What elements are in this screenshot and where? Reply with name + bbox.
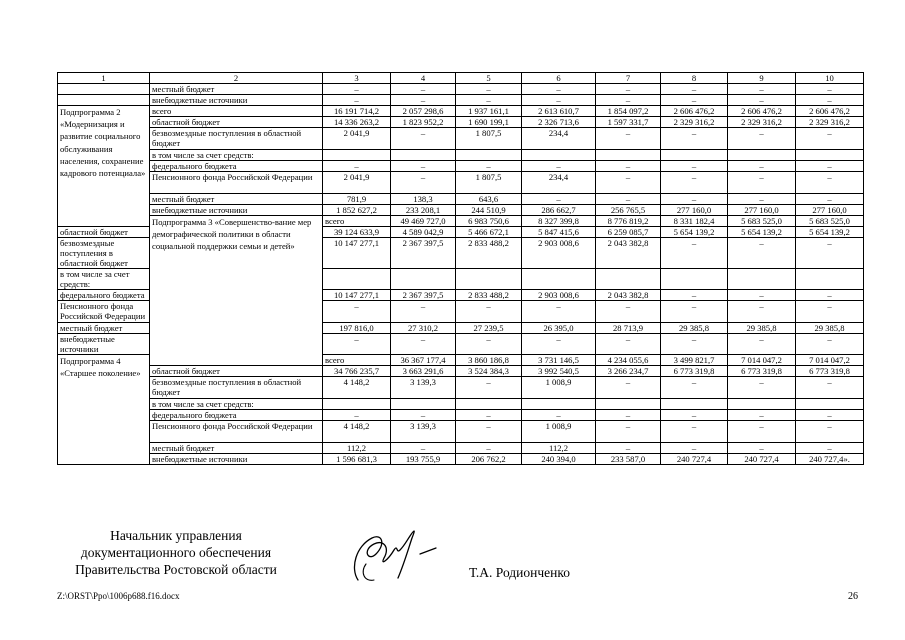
amount-cell: 29 385,8 [661, 323, 728, 334]
amount-cell: – [796, 194, 864, 205]
amount-cell: 3 524 384,3 [456, 366, 522, 377]
amount-cell [728, 269, 796, 290]
amount-cell: 193 755,9 [391, 454, 456, 465]
amount-cell: 277 160,0 [796, 205, 864, 216]
amount-cell: 233 208,1 [391, 205, 456, 216]
amount-cell: – [522, 84, 596, 95]
amount-cell: – [456, 421, 522, 443]
amount-cell: – [596, 172, 661, 194]
table-row [58, 150, 864, 161]
budget-table-container [57, 72, 863, 465]
amount-cell: 10 147 277,1 [323, 290, 391, 301]
amount-cell: 8 331 182,4 [661, 216, 728, 227]
funding-source: федерального бюджета [150, 410, 323, 421]
amount-cell: 6 259 085,7 [596, 227, 661, 238]
funding-source: внебюджетные источники [58, 334, 150, 355]
amount-cell [796, 269, 864, 290]
amount-cell: – [728, 377, 796, 399]
amount-cell: 2 833 488,2 [456, 290, 522, 301]
amount-cell: – [522, 161, 596, 172]
budget-table [57, 72, 864, 465]
amount-cell [391, 269, 456, 290]
column-number: 1 [58, 73, 150, 84]
funding-source: местный бюджет [150, 84, 323, 95]
table-row [58, 106, 864, 117]
amount-cell: – [796, 172, 864, 194]
funding-source: Пенсионного фонда Российской Федерации [58, 301, 150, 323]
column-number: 9 [728, 73, 796, 84]
table-body [58, 84, 864, 465]
amount-cell [391, 399, 456, 410]
table-row [58, 84, 864, 95]
funding-source: областной бюджет [150, 117, 323, 128]
amount-cell: 5 654 139,2 [728, 227, 796, 238]
amount-cell [661, 269, 728, 290]
amount-cell: 29 385,8 [728, 323, 796, 334]
amount-cell: – [391, 95, 456, 106]
amount-cell: 240 727,4 [661, 454, 728, 465]
amount-cell: 4 148,2 [323, 377, 391, 399]
amount-cell: 781,9 [323, 194, 391, 205]
amount-cell: – [323, 301, 391, 323]
amount-cell [728, 399, 796, 410]
table-row [58, 205, 864, 216]
amount-cell: 2 903 008,6 [522, 290, 596, 301]
amount-cell: 1 596 681,3 [323, 454, 391, 465]
amount-cell: – [728, 172, 796, 194]
amount-cell: – [323, 95, 391, 106]
amount-cell: – [456, 95, 522, 106]
amount-cell: 5 683 525,0 [796, 216, 864, 227]
amount-cell [596, 269, 661, 290]
funding-source: безвозмездные поступления в областной бюджет [150, 377, 323, 399]
amount-cell: – [391, 410, 456, 421]
amount-cell: 112,2 [323, 443, 391, 454]
amount-cell: – [456, 301, 522, 323]
position-line: Начальник управления [110, 528, 242, 543]
funding-source: областной бюджет [58, 227, 150, 238]
amount-cell: – [728, 301, 796, 323]
amount-cell: 28 713,9 [596, 323, 661, 334]
amount-cell: – [796, 84, 864, 95]
amount-cell: 3 731 146,5 [522, 355, 596, 366]
amount-cell: 29 385,8 [796, 323, 864, 334]
amount-cell: – [522, 334, 596, 355]
amount-cell: 206 762,2 [456, 454, 522, 465]
amount-cell: 36 367 177,4 [391, 355, 456, 366]
amount-cell: 27 310,2 [391, 323, 456, 334]
amount-cell: 26 395,0 [522, 323, 596, 334]
amount-cell: – [796, 443, 864, 454]
amount-cell [522, 399, 596, 410]
funding-source: всего [323, 355, 391, 366]
amount-cell: – [596, 84, 661, 95]
funding-source: всего [150, 106, 323, 117]
signer-name: Т.А. Родионченко [469, 565, 570, 580]
column-number: 3 [323, 73, 391, 84]
amount-cell: – [661, 161, 728, 172]
amount-cell: – [796, 95, 864, 106]
subprogram-name: Подпрограмма 4 «Старшее поколение» [58, 355, 150, 465]
amount-cell [456, 269, 522, 290]
amount-cell: – [661, 421, 728, 443]
signature-position [60, 527, 292, 578]
amount-cell: – [391, 161, 456, 172]
amount-cell [323, 150, 391, 161]
amount-cell: – [456, 161, 522, 172]
column-number: 6 [522, 73, 596, 84]
amount-cell: 240 727,4». [796, 454, 864, 465]
amount-cell: – [796, 410, 864, 421]
amount-cell: 1 807,5 [456, 172, 522, 194]
amount-cell: 2 329 316,2 [796, 117, 864, 128]
program-cell-empty [58, 95, 150, 106]
funding-source: в том числе за счет средств: [58, 269, 150, 290]
amount-cell: 3 266 234,7 [596, 366, 661, 377]
amount-cell: 3 860 186,8 [456, 355, 522, 366]
amount-cell: 7 014 047,2 [728, 355, 796, 366]
table-row [58, 161, 864, 172]
amount-cell: 2 043 382,8 [596, 290, 661, 301]
funding-source: внебюджетные источники [150, 95, 323, 106]
funding-source: в том числе за счет средств: [150, 150, 323, 161]
amount-cell: – [728, 238, 796, 269]
amount-cell: – [728, 194, 796, 205]
funding-source: безвозмездные поступления в областной бюджет [58, 238, 150, 269]
amount-cell: – [728, 421, 796, 443]
amount-cell: – [661, 377, 728, 399]
amount-cell: 240 394,0 [522, 454, 596, 465]
amount-cell: 7 014 047,2 [796, 355, 864, 366]
amount-cell: – [456, 84, 522, 95]
column-number: 5 [456, 73, 522, 84]
amount-cell: – [522, 194, 596, 205]
amount-cell: 27 239,5 [456, 323, 522, 334]
amount-cell: – [661, 334, 728, 355]
amount-cell: – [661, 238, 728, 269]
amount-cell: 3 139,3 [391, 421, 456, 443]
amount-cell: 2 326 713,6 [522, 117, 596, 128]
amount-cell: – [728, 84, 796, 95]
amount-cell: 3 992 540,5 [522, 366, 596, 377]
column-number: 10 [796, 73, 864, 84]
funding-source: безвозмездные поступления в областной бюджет [150, 128, 323, 150]
funding-source: в том числе за счет средств: [150, 399, 323, 410]
amount-cell [391, 150, 456, 161]
amount-cell: – [661, 128, 728, 150]
amount-cell: 2 367 397,5 [391, 290, 456, 301]
amount-cell: – [661, 290, 728, 301]
amount-cell: – [661, 301, 728, 323]
amount-cell [596, 399, 661, 410]
funding-source: местный бюджет [150, 194, 323, 205]
amount-cell: – [796, 421, 864, 443]
amount-cell: – [522, 95, 596, 106]
amount-cell [661, 399, 728, 410]
amount-cell: 1 937 161,1 [456, 106, 522, 117]
amount-cell: – [596, 194, 661, 205]
amount-cell: 5 683 525,0 [728, 216, 796, 227]
amount-cell: – [391, 334, 456, 355]
funding-source: местный бюджет [150, 443, 323, 454]
amount-cell: – [522, 410, 596, 421]
column-number: 8 [661, 73, 728, 84]
amount-cell: 6 773 319,8 [796, 366, 864, 377]
table-row [58, 172, 864, 194]
amount-cell: 3 139,3 [391, 377, 456, 399]
table-row [58, 194, 864, 205]
amount-cell: – [596, 421, 661, 443]
amount-cell: 1 823 952,2 [391, 117, 456, 128]
column-number: 4 [391, 73, 456, 84]
table-row [58, 95, 864, 106]
amount-cell: 6 983 750,6 [456, 216, 522, 227]
amount-cell: – [661, 194, 728, 205]
amount-cell: 2 613 610,7 [522, 106, 596, 117]
column-number-row [58, 73, 864, 84]
amount-cell [323, 399, 391, 410]
amount-cell: 1 597 331,7 [596, 117, 661, 128]
amount-cell: – [522, 301, 596, 323]
funding-source: Пенсионного фонда Российской Федерации [150, 421, 323, 443]
amount-cell: – [661, 84, 728, 95]
funding-source: областной бюджет [150, 366, 323, 377]
table-row [58, 377, 864, 399]
amount-cell: – [796, 377, 864, 399]
amount-cell: – [596, 301, 661, 323]
amount-cell: – [391, 172, 456, 194]
amount-cell: 49 469 727,0 [391, 216, 456, 227]
amount-cell: – [323, 84, 391, 95]
amount-cell [661, 150, 728, 161]
amount-cell: – [596, 334, 661, 355]
amount-cell: – [323, 410, 391, 421]
amount-cell: – [661, 172, 728, 194]
subprogram-name: Подпрограмма 3 «Совершенство-вание мер демографической политики в области социальной поддержки семьи и детей» [150, 216, 323, 366]
amount-cell: 4 148,2 [323, 421, 391, 443]
amount-cell: – [323, 334, 391, 355]
amount-cell [522, 150, 596, 161]
amount-cell [522, 269, 596, 290]
amount-cell: 277 160,0 [728, 205, 796, 216]
amount-cell: – [728, 443, 796, 454]
amount-cell: – [661, 95, 728, 106]
amount-cell: 233 587,0 [596, 454, 661, 465]
table-row [58, 410, 864, 421]
amount-cell: 2 833 488,2 [456, 238, 522, 269]
amount-cell: – [456, 377, 522, 399]
amount-cell: 1 008,9 [522, 421, 596, 443]
amount-cell: 1 690 199,1 [456, 117, 522, 128]
amount-cell: 8 327 399,8 [522, 216, 596, 227]
table-row [58, 216, 864, 227]
amount-cell: – [596, 443, 661, 454]
amount-cell: 2 043 382,8 [596, 238, 661, 269]
amount-cell: 14 336 263,2 [323, 117, 391, 128]
table-row [58, 366, 864, 377]
amount-cell: 1 852 627,2 [323, 205, 391, 216]
amount-cell [456, 399, 522, 410]
table-row [58, 421, 864, 443]
amount-cell: 2 041,9 [323, 172, 391, 194]
funding-source: местный бюджет [58, 323, 150, 334]
amount-cell: 16 191 714,2 [323, 106, 391, 117]
table-row [58, 443, 864, 454]
amount-cell: – [391, 301, 456, 323]
amount-cell: 2 041,9 [323, 128, 391, 150]
amount-cell: 2 329 316,2 [728, 117, 796, 128]
amount-cell: – [323, 161, 391, 172]
table-row [58, 117, 864, 128]
amount-cell: 2 606 476,2 [728, 106, 796, 117]
amount-cell: 1 008,9 [522, 377, 596, 399]
amount-cell: – [456, 443, 522, 454]
amount-cell: 5 654 139,2 [661, 227, 728, 238]
amount-cell: 244 510,9 [456, 205, 522, 216]
subprogram-name: Подпрограмма 2 «Модернизация и развитие социального обслуживания населения, сохранение кадрового потенциала» [58, 106, 150, 227]
amount-cell: – [796, 128, 864, 150]
amount-cell: – [391, 128, 456, 150]
amount-cell: – [596, 128, 661, 150]
amount-cell [456, 150, 522, 161]
amount-cell: 277 160,0 [661, 205, 728, 216]
amount-cell: 2 057 298,6 [391, 106, 456, 117]
amount-cell: 2 329 316,2 [661, 117, 728, 128]
amount-cell: 4 234 055,6 [596, 355, 661, 366]
amount-cell: 5 654 139,2 [796, 227, 864, 238]
amount-cell: – [596, 95, 661, 106]
amount-cell: 1 854 097,2 [596, 106, 661, 117]
funding-source: всего [323, 216, 391, 227]
amount-cell [796, 150, 864, 161]
funding-source: внебюджетные источники [150, 454, 323, 465]
position-line: Правительства Ростовской области [75, 562, 277, 577]
amount-cell: 3 663 291,6 [391, 366, 456, 377]
amount-cell: 240 727,4 [728, 454, 796, 465]
funding-source: внебюджетные источники [150, 205, 323, 216]
amount-cell: 34 766 235,7 [323, 366, 391, 377]
table-row [58, 128, 864, 150]
amount-cell: 5 466 672,1 [456, 227, 522, 238]
amount-cell: – [661, 443, 728, 454]
amount-cell: 112,2 [522, 443, 596, 454]
page-number: 26 [848, 591, 858, 602]
amount-cell: – [796, 301, 864, 323]
amount-cell: 6 773 319,8 [661, 366, 728, 377]
amount-cell: – [796, 290, 864, 301]
file-path: Z:\ORST\Ppo\1006p688.f16.docx [57, 591, 180, 601]
amount-cell: 10 147 277,1 [323, 238, 391, 269]
position-line: документационного обеспечения [80, 545, 272, 560]
table-row [58, 454, 864, 465]
amount-cell: – [728, 290, 796, 301]
amount-cell: – [728, 410, 796, 421]
amount-cell: 234,4 [522, 172, 596, 194]
funding-source: Пенсионного фонда Российской Федерации [150, 172, 323, 194]
amount-cell: 138,3 [391, 194, 456, 205]
amount-cell: – [456, 410, 522, 421]
amount-cell [796, 399, 864, 410]
amount-cell: – [391, 443, 456, 454]
funding-source: федерального бюджета [150, 161, 323, 172]
amount-cell: – [796, 334, 864, 355]
amount-cell: – [391, 84, 456, 95]
amount-cell: 5 847 415,6 [522, 227, 596, 238]
column-number: 2 [150, 73, 323, 84]
amount-cell: 2 606 476,2 [796, 106, 864, 117]
amount-cell: – [728, 95, 796, 106]
amount-cell [323, 269, 391, 290]
amount-cell: – [661, 410, 728, 421]
program-cell-empty [58, 84, 150, 95]
amount-cell: 256 765,5 [596, 205, 661, 216]
amount-cell: 197 816,0 [323, 323, 391, 334]
amount-cell: 1 807,5 [456, 128, 522, 150]
funding-source: федерального бюджета [58, 290, 150, 301]
amount-cell: 234,4 [522, 128, 596, 150]
amount-cell: 3 499 821,7 [661, 355, 728, 366]
handwritten-signature [340, 520, 450, 592]
amount-cell [596, 150, 661, 161]
amount-cell: – [456, 334, 522, 355]
amount-cell: 2 903 008,6 [522, 238, 596, 269]
amount-cell: – [596, 410, 661, 421]
amount-cell: 643,6 [456, 194, 522, 205]
amount-cell: – [728, 128, 796, 150]
amount-cell: – [728, 161, 796, 172]
table-row [58, 399, 864, 410]
amount-cell: 286 662,7 [522, 205, 596, 216]
column-number: 7 [596, 73, 661, 84]
amount-cell: – [796, 238, 864, 269]
amount-cell: 39 124 633,9 [323, 227, 391, 238]
amount-cell: 2 606 476,2 [661, 106, 728, 117]
amount-cell: – [728, 334, 796, 355]
amount-cell: – [796, 161, 864, 172]
amount-cell: 2 367 397,5 [391, 238, 456, 269]
amount-cell: 8 776 819,2 [596, 216, 661, 227]
amount-cell [728, 150, 796, 161]
amount-cell: – [596, 377, 661, 399]
amount-cell: – [596, 161, 661, 172]
amount-cell: 6 773 319,8 [728, 366, 796, 377]
amount-cell: 4 589 042,9 [391, 227, 456, 238]
